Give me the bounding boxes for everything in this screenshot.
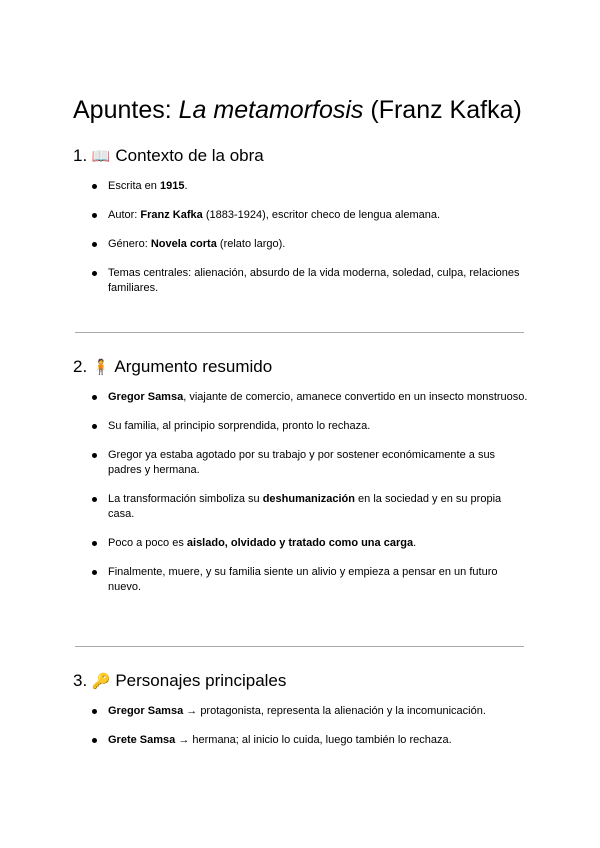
title-work: La metamorfosis — [178, 96, 364, 124]
characters-list — [90, 704, 530, 762]
text-run: (1883-1924), escritor checo de lengua alemana. — [202, 209, 441, 221]
plot-list — [90, 390, 530, 609]
section-heading-plot — [73, 356, 272, 378]
bold-text: 1915 — [159, 180, 185, 192]
text-run: . — [184, 180, 188, 192]
section-title: Personajes principales — [115, 671, 287, 690]
text-run: → hermana; al inicio lo cuida, luego también lo rechaza. — [175, 734, 452, 746]
text-run: Temas centrales: alienación, absurdo de la vida moderna, soledad, culpa, relaciones familiares. — [108, 267, 520, 294]
person-standing-icon: 🧍 — [91, 358, 111, 376]
text-run: Gregor ya estaba agotado por su trabajo y por sostener económicamente a sus padres y hermana. — [108, 449, 496, 476]
list-item — [90, 266, 530, 296]
section-title: Argumento resumido — [114, 357, 273, 376]
list-item — [90, 390, 530, 405]
text-run: Su familia, al principio sorprendida, pronto lo rechaza. — [108, 420, 371, 432]
list-item — [90, 208, 530, 223]
bold-text: Gregor Samsa — [108, 391, 184, 403]
text-run: Género: — [108, 238, 151, 250]
list-item — [90, 536, 530, 551]
key-icon: 🔑 — [91, 672, 111, 690]
text-run: . — [413, 537, 417, 549]
bold-text: Grete Samsa — [108, 734, 176, 746]
text-run: Escrita en — [108, 180, 160, 192]
list-item — [90, 179, 530, 194]
list-item — [90, 704, 530, 719]
divider — [75, 646, 524, 647]
list-item — [90, 565, 530, 595]
section-number: 3. — [73, 671, 88, 690]
text-run: Autor: — [108, 209, 141, 221]
bold-text: Franz Kafka — [140, 209, 203, 221]
context-list — [90, 179, 530, 310]
section-number: 2. — [73, 357, 88, 376]
text-run: (relato largo). — [216, 238, 286, 250]
list-item — [90, 448, 530, 478]
bold-text: aislado, olvidado y tratado como una carga — [186, 537, 414, 549]
text-run: La transformación simboliza su — [108, 493, 263, 505]
divider — [75, 332, 524, 333]
text-run: , viajante de comercio, amanece convertido en un insecto monstruoso. — [183, 391, 528, 403]
section-title: Contexto de la obra — [115, 146, 264, 165]
list-item — [90, 237, 530, 252]
text-run: Poco a poco es — [108, 537, 187, 549]
bold-text: Novela corta — [150, 238, 217, 250]
section-number: 1. — [73, 146, 88, 165]
section-heading-characters — [73, 670, 286, 692]
bold-text: deshumanización — [262, 493, 355, 505]
section-heading-context — [73, 145, 264, 167]
list-item — [90, 492, 530, 522]
open-book-icon: 📖 — [91, 147, 111, 165]
text-run: en la sociedad y en su propia casa. — [108, 493, 502, 520]
page-title — [73, 94, 522, 126]
list-item — [90, 419, 530, 434]
title-prefix: Apuntes: — [73, 96, 179, 124]
list-item — [90, 733, 530, 748]
text-run: → protagonista, representa la alienación y la incomunicación. — [183, 705, 486, 717]
title-suffix: (Franz Kafka) — [363, 96, 522, 124]
text-run: Finalmente, muere, y su familia siente un alivio y empieza a pensar en un futuro nuevo. — [108, 566, 498, 593]
bold-text: Gregor Samsa — [108, 705, 184, 717]
